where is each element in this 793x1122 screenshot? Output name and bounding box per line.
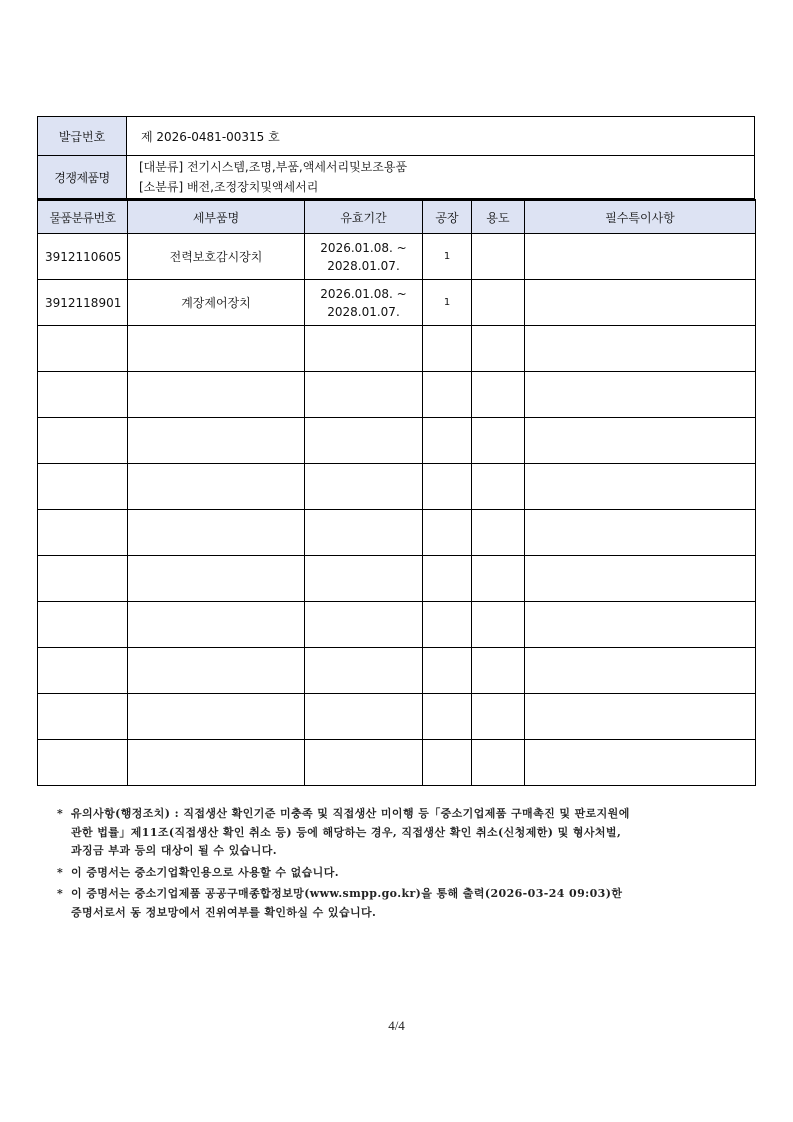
table-body (38, 234, 756, 786)
notice-item (57, 805, 757, 861)
cell-usage (472, 740, 525, 786)
cell-classification-code (38, 602, 128, 648)
cell-special-notes (525, 510, 756, 556)
col-header-classification-code: 물품분류번호 (38, 200, 128, 234)
notice-line: 이 증명서는 중소기업확인용으로 사용할 수 없습니다. (71, 865, 339, 879)
cell-validity (305, 418, 423, 464)
table-row (38, 602, 756, 648)
cell-item-name (128, 418, 305, 464)
col-header-usage: 용도 (472, 200, 525, 234)
cell-special-notes (525, 556, 756, 602)
cell-validity (305, 602, 423, 648)
cell-classification-code (38, 464, 128, 510)
cell-factory (423, 556, 472, 602)
issue-number-label: 발급번호 (38, 117, 127, 156)
cell-item-name (128, 556, 305, 602)
asterisk-icon: * (57, 887, 64, 900)
cell-item-name (128, 372, 305, 418)
notice-line: 이 증명서는 중소기업제품 공공구매종합정보망(www.smpp.go.kr)을 통해 출력(2026-03-24 09:03)한 (71, 887, 623, 900)
cell-factory: 1 (423, 234, 472, 280)
issue-number-row (38, 117, 755, 156)
cell-factory (423, 464, 472, 510)
cell-validity (305, 464, 423, 510)
col-header-special-notes: 필수특이사항 (525, 200, 756, 234)
cell-classification-code: 3912110605 (38, 234, 128, 280)
cell-classification-code (38, 740, 128, 786)
cell-special-notes (525, 740, 756, 786)
cell-item-name (128, 326, 305, 372)
cell-classification-code (38, 372, 128, 418)
table-row (38, 418, 756, 464)
validity-end: 2028.01.07. (327, 304, 400, 319)
cell-usage (472, 372, 525, 418)
cell-usage (472, 326, 525, 372)
product-minor-category: [소분류] 배전,조정장치및액세서리 (139, 180, 319, 194)
table-row (38, 280, 756, 326)
product-items-table (37, 199, 756, 786)
product-label: 경쟁제품명 (38, 156, 127, 199)
cell-validity (305, 280, 423, 326)
table-row (38, 510, 756, 556)
notice-line: 과징금 부과 등의 대상이 될 수 있습니다. (71, 844, 278, 857)
validity-start: 2026.01.08. ~ (320, 286, 407, 301)
cell-usage (472, 510, 525, 556)
cell-classification-code: 3912118901 (38, 280, 128, 326)
table-row (38, 740, 756, 786)
notice-line: 관한 법률」제11조(직접생산 확인 취소 등) 등에 해당하는 경우, 직접생산 확인 취소(신청제한) 및 형사처벌, (71, 825, 622, 839)
table-row (38, 648, 756, 694)
product-major-category: [대분류] 전기시스템,조명,부품,액세서리및보조용품 (139, 160, 408, 174)
cell-validity (305, 740, 423, 786)
cell-usage (472, 556, 525, 602)
table-header-row (38, 200, 756, 234)
table-row (38, 464, 756, 510)
cell-item-name: 계장제어장치 (128, 280, 305, 326)
cell-factory: 1 (423, 280, 472, 326)
cell-factory (423, 694, 472, 740)
cell-usage (472, 602, 525, 648)
cell-special-notes (525, 648, 756, 694)
cell-factory (423, 740, 472, 786)
cell-usage (472, 234, 525, 280)
asterisk-icon: * (57, 807, 64, 820)
cell-special-notes (525, 234, 756, 280)
cell-validity (305, 694, 423, 740)
cell-factory (423, 648, 472, 694)
cell-item-name (128, 602, 305, 648)
cell-usage (472, 418, 525, 464)
cell-item-name (128, 464, 305, 510)
notice-line: 유의사항(행정조치) : 직접생산 확인기준 미충족 및 직접생산 미이행 등「중소기업제품 구매촉진 및 판로지원에 (71, 807, 630, 820)
table-row (38, 234, 756, 280)
cell-item-name (128, 648, 305, 694)
cell-validity (305, 326, 423, 372)
cell-validity (305, 556, 423, 602)
cell-special-notes (525, 326, 756, 372)
cell-special-notes (525, 694, 756, 740)
cell-special-notes (525, 280, 756, 326)
cell-usage (472, 694, 525, 740)
header-table (37, 116, 755, 199)
cell-item-name (128, 740, 305, 786)
cell-usage (472, 280, 525, 326)
cell-special-notes (525, 418, 756, 464)
validity-end: 2028.01.07. (327, 258, 400, 273)
notice-section (57, 805, 757, 922)
cell-validity (305, 648, 423, 694)
cell-factory (423, 602, 472, 648)
product-value (127, 156, 755, 199)
cell-classification-code (38, 510, 128, 556)
col-header-validity: 유효기간 (305, 200, 423, 234)
col-header-item-name: 세부품명 (128, 200, 305, 234)
validity-start: 2026.01.08. ~ (320, 240, 407, 255)
cell-validity (305, 234, 423, 280)
notice-item (57, 864, 757, 883)
table-row (38, 694, 756, 740)
cell-factory (423, 326, 472, 372)
cell-classification-code (38, 694, 128, 740)
cell-usage (472, 648, 525, 694)
notice-item (57, 885, 757, 922)
notice-line: 증명서로서 동 정보망에서 진위여부를 확인하실 수 있습니다. (71, 905, 377, 919)
cell-factory (423, 418, 472, 464)
product-row (38, 156, 755, 199)
table-row (38, 556, 756, 602)
cell-usage (472, 464, 525, 510)
cell-factory (423, 510, 472, 556)
table-row (38, 372, 756, 418)
cell-classification-code (38, 556, 128, 602)
cell-factory (423, 372, 472, 418)
col-header-factory: 공장 (423, 200, 472, 234)
cell-special-notes (525, 602, 756, 648)
cell-item-name (128, 510, 305, 556)
table-row (38, 326, 756, 372)
cell-classification-code (38, 326, 128, 372)
cell-validity (305, 372, 423, 418)
cell-special-notes (525, 464, 756, 510)
page-number: 4/4 (388, 1018, 405, 1033)
cell-item-name: 전력보호감시장치 (128, 234, 305, 280)
asterisk-icon: * (57, 865, 64, 879)
cell-special-notes (525, 372, 756, 418)
cell-validity (305, 510, 423, 556)
cell-classification-code (38, 418, 128, 464)
issue-number-value: 제 2026-0481-00315 호 (127, 117, 755, 156)
cell-item-name (128, 694, 305, 740)
cell-classification-code (38, 648, 128, 694)
